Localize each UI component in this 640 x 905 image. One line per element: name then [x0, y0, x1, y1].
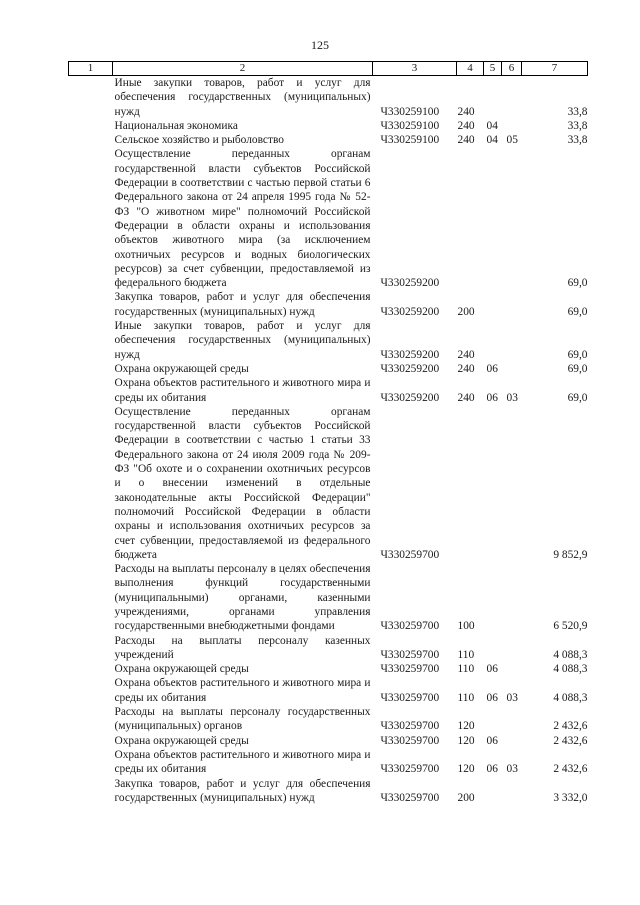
- expense-type: 110: [457, 663, 475, 676]
- target-code: Ч330259700: [380, 620, 440, 633]
- expense-type: 200: [457, 305, 475, 318]
- amount: 4 088,3: [553, 691, 588, 704]
- target-code: Ч330259700: [380, 791, 440, 804]
- expense-type: 240: [457, 348, 475, 361]
- expense-type: 110: [457, 648, 475, 661]
- section-code: 06: [486, 362, 498, 375]
- expense-name: Охрана окружающей среды: [114, 663, 249, 676]
- section-code: 06: [486, 734, 498, 747]
- table-row: [69, 634, 588, 663]
- subsection-code: [502, 147, 522, 290]
- section-code: [484, 634, 502, 663]
- section-code: [484, 319, 502, 362]
- expense-type: 240: [457, 105, 475, 118]
- expense-type: 120: [457, 734, 475, 747]
- table-row: [69, 133, 588, 147]
- expense-name: Осуществление переданных органам государственной власти субъектов Российской Федерации в соответствии с частью первой статьи 6 Федерального закона от 24 апреля 1995 года № 52-ФЗ "О животном мире" полномочий Российской Федерации в области охраны и использования объектов животного мира (за исключением охотничьих ресурсов и водных биологических ресурсов) за счет субвенции, предоставляемой из федерального бюджета: [114, 148, 371, 290]
- subsection-code: 03: [506, 391, 518, 404]
- expense-name: Осуществление переданных органам государственной власти субъектов Российской Федерации в соответствии с частью 1 статьи 33 Федерального закона от 24 июля 2009 года № 209-ФЗ "Об охоте и о сохранении охотничьих ресурсов и о внесении изменений в отдельные законодательные акты Российской Федерации" полномочий Российской Федерации в области охраны и использования охотничьих ресурсов за счет субвенции, предоставляемой из федерального бюджета: [114, 405, 371, 561]
- target-code: Ч330259100: [380, 105, 440, 118]
- subsection-code: 05: [506, 134, 518, 147]
- expense-name: Охрана окружающей среды: [114, 362, 249, 375]
- amount: 69,0: [567, 305, 588, 318]
- table-row: [69, 734, 588, 748]
- amount: 2 432,6: [553, 763, 588, 776]
- table-row: [69, 119, 588, 133]
- target-code: Ч330259200: [380, 277, 440, 290]
- table-row: [69, 147, 588, 290]
- section-code: 06: [486, 763, 498, 776]
- table-row: [69, 705, 588, 734]
- amount: 69,0: [567, 362, 588, 375]
- expense-type: 240: [457, 362, 475, 375]
- expense-name: Охрана объектов растительного и животного мира и среды их обитания: [114, 377, 371, 404]
- expense-name: Национальная экономика: [114, 119, 238, 132]
- target-code: Ч330259200: [380, 305, 440, 318]
- header-col-1: 1: [69, 62, 113, 76]
- expense-name: Закупка товаров, работ и услуг для обеспечения государственных (муниципальных) нужд: [114, 291, 371, 318]
- table-row: [69, 562, 588, 633]
- subsection-code: [502, 76, 522, 119]
- table-row: [69, 777, 588, 806]
- subsection-code: [502, 705, 522, 734]
- target-code: Ч330259700: [380, 734, 440, 747]
- table-row: [69, 376, 588, 405]
- expense-name: Охрана окружающей среды: [114, 734, 249, 747]
- target-code: Ч330259700: [380, 720, 440, 733]
- target-code: Ч330259100: [380, 134, 440, 147]
- subsection-code: 03: [506, 763, 518, 776]
- budget-table: [68, 61, 588, 805]
- table-header: [69, 62, 588, 76]
- amount: 69,0: [567, 277, 588, 290]
- subsection-code: [502, 662, 522, 676]
- target-code: Ч330259200: [380, 362, 440, 375]
- section-code: 06: [486, 391, 498, 404]
- target-code: Ч330259700: [380, 648, 440, 661]
- expense-name: Сельское хозяйство и рыболовство: [114, 134, 284, 147]
- table-row: [69, 662, 588, 676]
- expense-name: Охрана объектов растительного и животного мира и среды их обитания: [114, 677, 371, 704]
- section-code: [484, 562, 502, 633]
- header-col-5: 5: [484, 62, 502, 76]
- header-row: [69, 62, 588, 76]
- amount: 3 332,0: [553, 791, 588, 804]
- subsection-code: [502, 562, 522, 633]
- expense-name: Расходы на выплаты персоналу государственных (муниципальных) органов: [114, 706, 371, 733]
- section-code: 06: [486, 691, 498, 704]
- header-col-4: 4: [457, 62, 484, 76]
- amount: 6 520,9: [553, 620, 588, 633]
- amount: 4 088,3: [553, 663, 588, 676]
- table-row: [69, 676, 588, 705]
- target-code: Ч330259100: [380, 119, 440, 132]
- expense-type: [457, 147, 484, 290]
- expense-name: Расходы на выплаты персоналу казенных учреждений: [114, 634, 371, 661]
- subsection-code: [502, 290, 522, 319]
- subsection-code: [502, 405, 522, 562]
- table-row: [69, 76, 588, 119]
- amount: 4 088,3: [553, 648, 588, 661]
- header-col-7: 7: [522, 62, 588, 76]
- subsection-code: [502, 362, 522, 376]
- header-col-3: 3: [373, 62, 457, 76]
- section-code: 04: [486, 134, 498, 147]
- section-code: 06: [486, 663, 498, 676]
- expense-name: Расходы на выплаты персоналу в целях обеспечения выполнения функций государственными (муниципальными) органами, казенными учреждениями, органами управления государственными внебюджетными фондами: [114, 563, 371, 633]
- page-number: 125: [311, 38, 329, 52]
- table-row: [69, 290, 588, 319]
- target-code: Ч330259700: [380, 663, 440, 676]
- amount: 9 852,9: [553, 548, 588, 561]
- table-row: [69, 748, 588, 777]
- section-code: [484, 290, 502, 319]
- amount: 69,0: [567, 348, 588, 361]
- expense-type: 240: [457, 391, 475, 404]
- subsection-code: [502, 734, 522, 748]
- target-code: Ч330259700: [380, 548, 440, 561]
- amount: 2 432,6: [553, 720, 588, 733]
- expense-type: 100: [457, 620, 475, 633]
- amount: 33,8: [567, 119, 588, 132]
- expense-name: Охрана объектов растительного и животного мира и среды их обитания: [114, 748, 371, 776]
- target-code: Ч330259200: [380, 391, 440, 404]
- section-code: [484, 76, 502, 119]
- target-code: Ч330259200: [380, 348, 440, 361]
- subsection-code: [502, 119, 522, 133]
- expense-type: [457, 405, 484, 562]
- section-code: [484, 147, 502, 290]
- subsection-code: [502, 319, 522, 362]
- expense-type: 200: [457, 791, 475, 804]
- section-code: [484, 405, 502, 562]
- target-code: Ч330259700: [380, 691, 440, 704]
- expense-name: Иные закупки товаров, работ и услуг для обеспечения государственных (муниципальных) нужд: [114, 77, 371, 118]
- target-code: Ч330259700: [380, 763, 440, 776]
- table-body: [69, 76, 588, 806]
- expense-type: 240: [457, 134, 475, 147]
- header-col-2: 2: [113, 62, 373, 76]
- expense-type: 110: [457, 691, 475, 704]
- expense-type: 240: [457, 119, 475, 132]
- expense-name: Иные закупки товаров, работ и услуг для обеспечения государственных (муниципальных) нужд: [114, 320, 371, 361]
- expense-type: 120: [457, 720, 475, 733]
- section-code: [484, 777, 502, 806]
- amount: 69,0: [567, 391, 588, 404]
- expense-type: 120: [457, 763, 475, 776]
- table-row: [69, 362, 588, 376]
- amount: 33,8: [567, 134, 588, 147]
- amount: 33,8: [567, 105, 588, 118]
- table-row: [69, 319, 588, 362]
- amount: 2 432,6: [553, 734, 588, 747]
- header-col-6: 6: [502, 62, 522, 76]
- subsection-code: 03: [506, 691, 518, 704]
- subsection-code: [502, 634, 522, 663]
- table-row: [69, 405, 588, 562]
- section-code: 04: [486, 119, 498, 132]
- section-code: [484, 705, 502, 734]
- subsection-code: [502, 777, 522, 806]
- expense-name: Закупка товаров, работ и услуг для обеспечения государственных (муниципальных) нужд: [114, 777, 371, 804]
